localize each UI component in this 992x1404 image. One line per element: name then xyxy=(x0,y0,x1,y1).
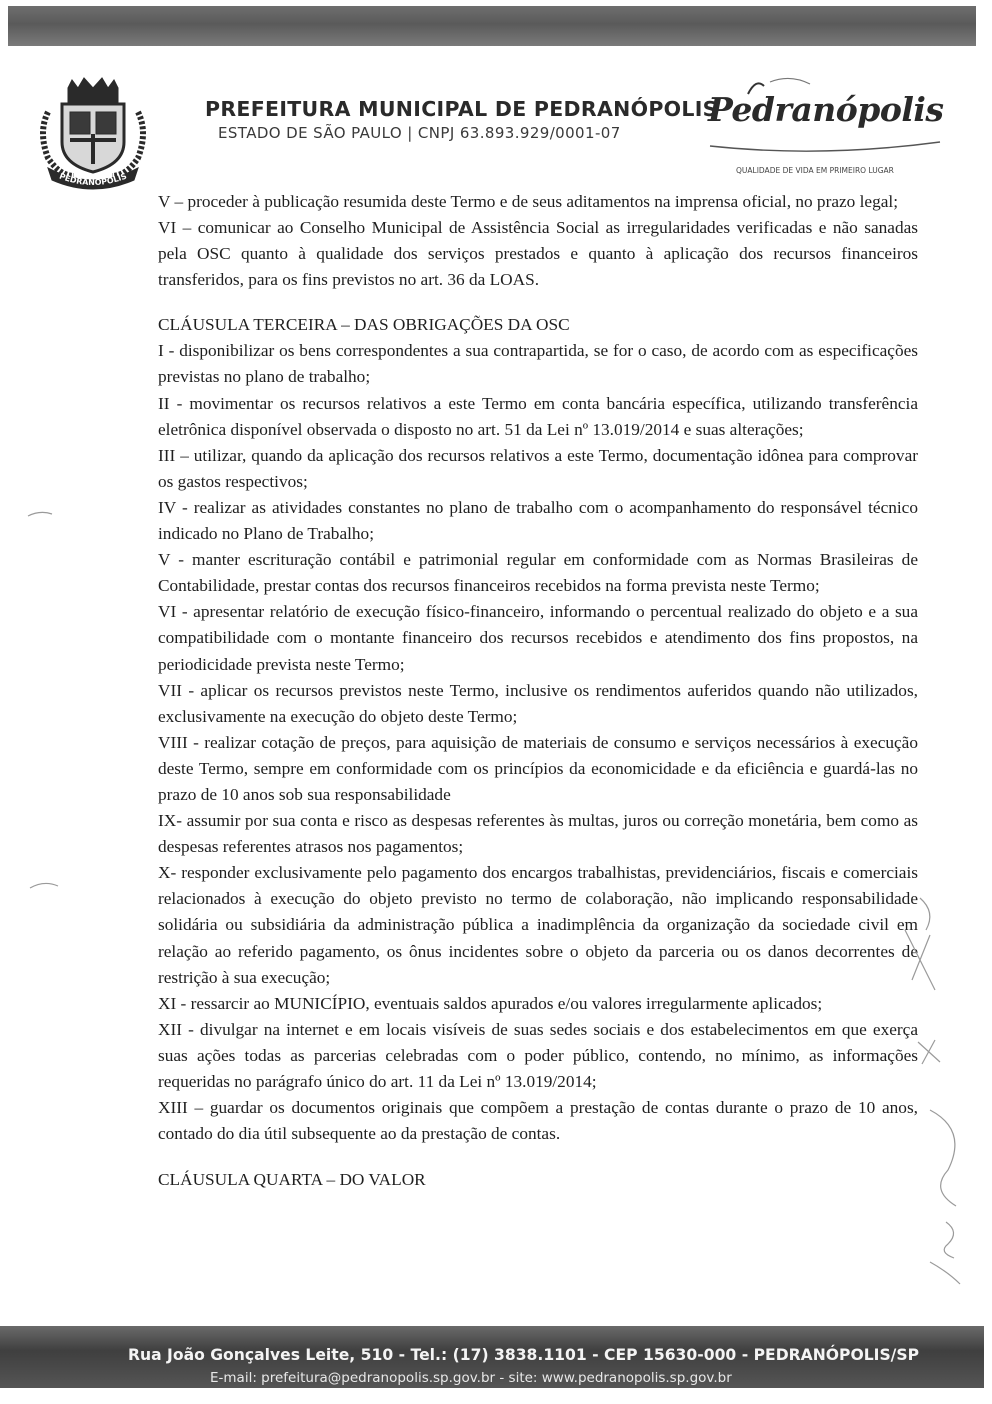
page-title: PREFEITURA MUNICIPAL DE PEDRANÓPOLIS xyxy=(205,97,718,121)
clause-item: IV - realizar as atividades constantes no plano de trabalho com o acompanhamento do responsável técnico indicado no Plano de Trabalho; xyxy=(158,497,918,544)
letterhead xyxy=(0,60,992,195)
clause-item: V - manter escrituração contábil e patrimonial regular em conformidade com as Normas Brasileiras de Contabilidade, prestar contas dos recursos financeiros recebidos na forma prevista neste Termo; xyxy=(158,550,918,596)
crest-ribbon xyxy=(34,72,152,190)
clause-item: XIII – guardar os documentos originais que compõem a prestação de contas durante o prazo de 10 anos, contado do dia útil subsequente ao da prestação de contas. xyxy=(158,1098,918,1144)
clause-heading: CLÁUSULA TERCEIRA – DAS OBRIGAÇÕES DA OSC xyxy=(158,315,570,335)
logo-tagline: QUALIDADE DE VIDA EM PRIMEIRO LUGAR xyxy=(736,166,894,175)
clause-item: VI – comunicar ao Conselho Municipal de Assistência Social as irregularidades verificadas e não sanadas pela OSC quanto à qualidade dos serviços prestados e quanto à aplicação dos recursos financeiros transferidos, para os fins previstos no art. 36 da LOAS. xyxy=(158,218,918,290)
logo-text: Pedranópolis xyxy=(708,90,944,129)
crest-label: PEDRANÓPOLIS xyxy=(58,171,128,188)
clause-item: VI - apresentar relatório de execução físico-financeiro, informando o percentual realizado do objeto e a sua compatibilidade com o montante financeiro dos recursos recebidos e atendimento dos fins propostos, na periodicidade prevista neste Termo; xyxy=(158,602,918,674)
clause-heading: CLÁUSULA QUARTA – DO VALOR xyxy=(158,1170,426,1190)
document-body xyxy=(158,189,918,1193)
clause-item: V – proceder à publicação resumida deste Termo e de seus aditamentos na imprensa oficial, no prazo legal; xyxy=(158,192,899,211)
footer-address: Rua João Gonçalves Leite, 510 - Tel.: (17) 3838.1101 - CEP 15630-000 - PEDRANÓPOLIS/SP xyxy=(128,1346,920,1364)
clause-item: I - disponibilizar os bens correspondentes a sua contrapartida, se for o caso, de acordo com as especificações previstas no plano de trabalho; xyxy=(158,341,918,387)
clause-item: VII - aplicar os recursos previstos neste Termo, inclusive os rendimentos auferidos quando não utilizados, exclusivamente na execução do objeto deste Termo; xyxy=(158,680,918,726)
clause-item: IX- assumir por sua conta e risco as despesas referentes às multas, juros ou correção monetária, bem como as despesas referentes atrasos nos pagamentos; xyxy=(158,811,918,857)
clause-item: XI - ressarcir ao MUNICÍPIO, eventuais saldos apurados e/ou valores irregularmente aplicados; xyxy=(158,993,823,1013)
scan-top-bar xyxy=(8,6,976,46)
page-subtitle: ESTADO DE SÃO PAULO | CNPJ 63.893.929/0001-07 xyxy=(218,124,621,142)
clause-item: VIII - realizar cotação de preços, para aquisição de materiais de consumo e serviços necessários à execução deste Termo, sempre em conformidade com os princípios da economicidade e da eficiência e guardá-las no prazo de 10 anos sob sua responsabilidade xyxy=(158,732,918,804)
clause-item: III – utilizar, quando da aplicação dos recursos relativos a este Termo, documentação idônea para comprovar os gastos respectivos; xyxy=(158,445,918,491)
city-logo-icon xyxy=(700,72,950,182)
clause-item: II - movimentar os recursos relativos a este Termo em conta bancária específica, utilizando transferência eletrônica disponível observada o disposto no art. 51 da Lei nº 13.019/2014 e suas alterações; xyxy=(158,393,918,439)
svg-text:PEDRANÓPOLIS xyxy=(58,171,128,187)
clause-item: X- responder exclusivamente pelo pagamento dos encargos trabalhistas, previdenciários, fiscais e comerciais relacionados à execução do objeto previsto no termo de colaboração, não implicando responsabilidade solidária ou subsidiária da administração pública a inadimplência da organização da sociedade civil em relação ao referido pagamento, os ônus incidentes sobre o objeto da parceria ou os danos decorrentes de restrição à sua execução; xyxy=(158,863,918,987)
clause-item: XII - divulgar na internet e em locais visíveis de suas sedes sociais e dos estabelecimentos em que exerça suas ações todas as parcerias celebradas com o poder público, contendo, no mínimo, as informações requeridas no parágrafo único do art. 11 da Lei nº 13.019/2014; xyxy=(158,1019,918,1091)
footer-bar xyxy=(0,1326,984,1388)
footer-email: E-mail: prefeitura@pedranopolis.sp.gov.br - site: www.pedranopolis.sp.gov.br xyxy=(210,1370,732,1386)
